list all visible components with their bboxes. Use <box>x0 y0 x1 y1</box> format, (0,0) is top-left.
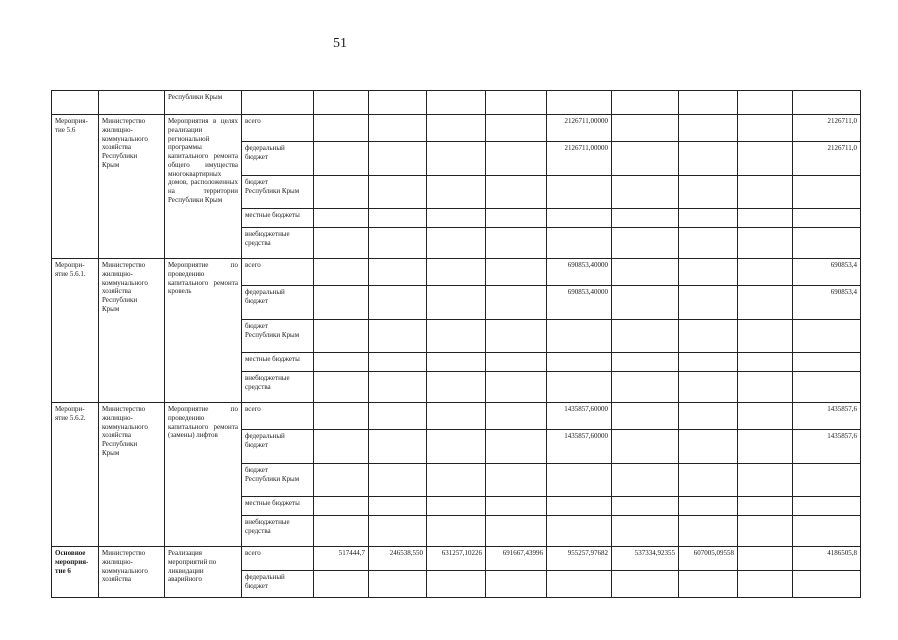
funding-source: бюджет Республики Крым <box>245 178 300 195</box>
responsible-cell <box>99 259 165 403</box>
value-cell <box>547 403 612 430</box>
value-cell <box>738 209 793 228</box>
value-cell <box>679 176 738 209</box>
value-cell <box>314 516 369 547</box>
value-cell <box>612 516 679 547</box>
funding-source-cell <box>242 320 314 353</box>
value-cell <box>612 286 679 320</box>
value-cell <box>314 430 369 464</box>
responsible-cell <box>99 115 165 259</box>
funding-source: федеральный бюджет <box>245 144 285 161</box>
value-cell <box>427 547 486 571</box>
value-cell <box>369 286 427 320</box>
funding-source: всего <box>245 117 261 125</box>
value-cell <box>369 91 427 115</box>
responsible-executor: Министерство жилищно- коммунального хозяйства <box>102 549 148 584</box>
value-cell <box>793 115 861 142</box>
page-number: 51 <box>333 36 347 51</box>
value-cell <box>486 353 547 372</box>
value-cell <box>679 464 738 497</box>
funding-source-cell <box>242 228 314 259</box>
code-cell <box>52 115 99 259</box>
value-cell <box>793 228 861 259</box>
amount-value: 690853,40000 <box>567 288 608 296</box>
value-cell <box>738 516 793 547</box>
value-cell <box>612 464 679 497</box>
value-cell <box>547 176 612 209</box>
value-cell <box>547 547 612 571</box>
value-cell <box>793 464 861 497</box>
value-cell <box>793 571 861 598</box>
value-cell <box>547 372 612 403</box>
value-cell <box>486 372 547 403</box>
value-cell <box>369 228 427 259</box>
value-cell <box>314 176 369 209</box>
value-cell <box>612 320 679 353</box>
budget-table-body <box>52 91 861 598</box>
value-cell <box>547 320 612 353</box>
value-cell <box>738 547 793 571</box>
value-cell <box>612 497 679 516</box>
value-cell <box>793 547 861 571</box>
amount-value: 2126711,0 <box>827 144 857 152</box>
funding-source: федеральный бюджет <box>245 288 285 305</box>
measure-name-cell <box>165 547 242 598</box>
value-cell <box>793 259 861 286</box>
funding-source: бюджет Республики Крым <box>245 466 300 483</box>
value-cell <box>427 516 486 547</box>
funding-source: местные бюджеты <box>245 355 300 363</box>
measure-code: Основное мероприя- тие 6 <box>55 549 89 575</box>
executor-tail-cell <box>165 91 242 115</box>
value-cell <box>427 497 486 516</box>
responsible-executor: Министерство жилищно- коммунального хозяйства Республики Крым <box>102 261 148 313</box>
funding-source: всего <box>245 405 261 413</box>
value-cell <box>679 115 738 142</box>
value-cell <box>612 547 679 571</box>
value-cell <box>486 176 547 209</box>
value-cell <box>314 115 369 142</box>
funding-source-cell <box>242 209 314 228</box>
value-cell <box>738 176 793 209</box>
value-cell <box>486 286 547 320</box>
continuation-row <box>52 91 861 115</box>
amount-value: 2126711,0 <box>827 117 857 125</box>
value-cell <box>427 115 486 142</box>
measure-code: Меропри- ятие 5.6.1. <box>55 261 86 278</box>
value-cell <box>369 571 427 598</box>
amount-value: 4186505,8 <box>827 549 857 557</box>
value-cell <box>369 547 427 571</box>
value-cell <box>314 320 369 353</box>
value-cell <box>427 286 486 320</box>
funding-source: внебюджетные средства <box>245 518 290 535</box>
funding-source: местные бюджеты <box>245 499 300 507</box>
value-cell <box>679 516 738 547</box>
value-cell <box>427 209 486 228</box>
value-cell <box>314 259 369 286</box>
value-cell <box>738 571 793 598</box>
value-cell <box>612 259 679 286</box>
value-cell <box>612 142 679 176</box>
value-cell <box>793 372 861 403</box>
value-cell <box>679 403 738 430</box>
value-cell <box>793 91 861 115</box>
value-cell <box>612 372 679 403</box>
value-cell <box>793 516 861 547</box>
code-cell <box>52 403 99 547</box>
value-cell <box>369 464 427 497</box>
value-cell <box>547 228 612 259</box>
responsible-executor: Министерство жилищно- коммунального хозяйства Республики Крым <box>102 405 148 457</box>
value-cell <box>486 516 547 547</box>
responsible-cell <box>99 547 165 598</box>
value-cell <box>547 115 612 142</box>
funding-source: внебюджетные средства <box>245 230 290 247</box>
funding-source-cell <box>242 516 314 547</box>
value-cell <box>369 209 427 228</box>
value-cell <box>369 497 427 516</box>
funding-source: всего <box>245 261 261 269</box>
value-cell <box>738 372 793 403</box>
code-cell <box>52 259 99 403</box>
value-cell <box>369 259 427 286</box>
value-cell <box>738 142 793 176</box>
value-cell <box>679 286 738 320</box>
value-cell <box>547 353 612 372</box>
funding-source: бюджет Республики Крым <box>245 322 300 339</box>
value-cell <box>427 142 486 176</box>
value-cell <box>369 142 427 176</box>
value-cell <box>369 430 427 464</box>
value-cell <box>612 209 679 228</box>
funding-source-cell <box>242 259 314 286</box>
value-cell <box>314 228 369 259</box>
value-cell <box>427 228 486 259</box>
value-cell <box>738 115 793 142</box>
funding-source-cell <box>242 464 314 497</box>
value-cell <box>314 353 369 372</box>
table-row <box>52 547 861 571</box>
amount-value: 2126711,00000 <box>564 144 608 152</box>
responsible-cell <box>99 403 165 547</box>
value-cell <box>486 91 547 115</box>
value-cell <box>738 353 793 372</box>
value-cell <box>427 91 486 115</box>
value-cell <box>679 320 738 353</box>
amount-value: 691667,43996 <box>502 549 543 557</box>
funding-source-cell <box>242 142 314 176</box>
funding-source-cell <box>242 115 314 142</box>
value-cell <box>427 176 486 209</box>
value-cell <box>314 571 369 598</box>
value-cell <box>679 228 738 259</box>
value-cell <box>547 286 612 320</box>
value-cell <box>738 286 793 320</box>
value-cell <box>427 259 486 286</box>
value-cell <box>547 91 612 115</box>
funding-source-cell <box>242 403 314 430</box>
value-cell <box>612 115 679 142</box>
measure-name: Реализация мероприятий по ликвидации аварийного <box>168 549 217 584</box>
amount-value: 690853,40000 <box>567 261 608 269</box>
value-cell <box>369 353 427 372</box>
value-cell <box>486 403 547 430</box>
value-cell <box>793 286 861 320</box>
responsible-cell <box>99 91 165 115</box>
value-cell <box>738 497 793 516</box>
measure-name-cell <box>165 259 242 403</box>
value-cell <box>793 142 861 176</box>
value-cell <box>369 403 427 430</box>
value-cell <box>427 353 486 372</box>
value-cell <box>738 464 793 497</box>
value-cell <box>612 403 679 430</box>
value-cell <box>314 497 369 516</box>
value-cell <box>738 430 793 464</box>
value-cell <box>793 320 861 353</box>
funding-source: федеральный бюджет <box>245 432 285 449</box>
value-cell <box>547 430 612 464</box>
value-cell <box>427 320 486 353</box>
value-cell <box>679 142 738 176</box>
funding-source: местные бюджеты <box>245 211 300 219</box>
value-cell <box>679 91 738 115</box>
value-cell <box>314 142 369 176</box>
amount-value: 1435857,6 <box>827 432 857 440</box>
value-cell <box>427 403 486 430</box>
measure-name: Мероприятие по проведению капитального ремонта кровель <box>168 261 238 296</box>
value-cell <box>612 91 679 115</box>
value-cell <box>679 497 738 516</box>
value-cell <box>369 176 427 209</box>
measure-name-cell <box>165 115 242 259</box>
table-row <box>52 403 861 430</box>
value-cell <box>314 91 369 115</box>
value-cell <box>793 403 861 430</box>
amount-value: 1435857,60000 <box>564 432 608 440</box>
value-cell <box>547 497 612 516</box>
value-cell <box>679 259 738 286</box>
amount-value: 690853,4 <box>830 261 857 269</box>
value-cell <box>314 286 369 320</box>
value-cell <box>679 372 738 403</box>
table-row <box>52 259 861 286</box>
value-cell <box>612 571 679 598</box>
value-cell <box>427 372 486 403</box>
value-cell <box>612 176 679 209</box>
value-cell <box>486 430 547 464</box>
value-cell <box>369 320 427 353</box>
value-cell <box>793 209 861 228</box>
value-cell <box>486 320 547 353</box>
value-cell <box>486 497 547 516</box>
value-cell <box>679 547 738 571</box>
funding-source: федеральный бюджет <box>245 573 285 590</box>
value-cell <box>427 464 486 497</box>
table-row <box>52 115 861 142</box>
funding-source: внебюджетные средства <box>245 374 290 391</box>
value-cell <box>369 516 427 547</box>
funding-source: всего <box>245 549 261 557</box>
amount-value: 607005,09558 <box>693 549 734 557</box>
code-cell <box>52 547 99 598</box>
funding-source-cell <box>242 372 314 403</box>
value-cell <box>314 464 369 497</box>
budget-table <box>51 90 861 598</box>
funding-source-cell <box>242 430 314 464</box>
value-cell <box>486 547 547 571</box>
funding-source-cell <box>242 286 314 320</box>
measure-name-cell <box>165 403 242 547</box>
value-cell <box>427 430 486 464</box>
responsible-executor: Министерство жилищно- коммунального хозяйства Республики Крым <box>102 117 148 169</box>
value-cell <box>679 430 738 464</box>
source-cell <box>242 91 314 115</box>
amount-value: 537334,92355 <box>634 549 675 557</box>
amount-value: 1435857,6 <box>827 405 857 413</box>
value-cell <box>486 209 547 228</box>
funding-source-cell <box>242 176 314 209</box>
value-cell <box>486 464 547 497</box>
value-cell <box>793 176 861 209</box>
value-cell <box>612 430 679 464</box>
amount-value: 690853,4 <box>830 288 857 296</box>
value-cell <box>793 497 861 516</box>
value-cell <box>547 571 612 598</box>
funding-source-cell <box>242 571 314 598</box>
value-cell <box>547 142 612 176</box>
value-cell <box>486 142 547 176</box>
measure-code: Мероприя- тие 5.6 <box>55 117 88 134</box>
measure-name: Мероприятия в целях реализации региональной программы капитального ремонта общего имущества многоквартирных домов, расположенных на территории Республики Крым <box>168 117 238 204</box>
value-cell <box>679 571 738 598</box>
value-cell <box>547 259 612 286</box>
funding-source-cell <box>242 497 314 516</box>
value-cell <box>486 259 547 286</box>
amount-value: 1435857,60000 <box>564 405 608 413</box>
value-cell <box>314 547 369 571</box>
value-cell <box>547 209 612 228</box>
value-cell <box>738 91 793 115</box>
funding-source-cell <box>242 547 314 571</box>
value-cell <box>679 353 738 372</box>
amount-value: 955257,97682 <box>567 549 608 557</box>
value-cell <box>679 209 738 228</box>
value-cell <box>612 228 679 259</box>
measure-code: Меропри- ятие 5.6.2. <box>55 405 86 422</box>
value-cell <box>547 464 612 497</box>
value-cell <box>612 353 679 372</box>
value-cell <box>486 571 547 598</box>
value-cell <box>486 115 547 142</box>
amount-value: 517444,7 <box>338 549 365 557</box>
value-cell <box>738 228 793 259</box>
value-cell <box>369 372 427 403</box>
measure-name: Мероприятие по проведению капитального ремонта (замены) лифтов <box>168 405 238 440</box>
value-cell <box>738 403 793 430</box>
code-cell <box>52 91 99 115</box>
value-cell <box>314 372 369 403</box>
executor-tail-text: Республики Крым <box>168 93 223 101</box>
value-cell <box>793 353 861 372</box>
value-cell <box>547 516 612 547</box>
value-cell <box>427 571 486 598</box>
value-cell <box>486 228 547 259</box>
funding-source-cell <box>242 353 314 372</box>
amount-value: 631257,10226 <box>441 549 482 557</box>
amount-value: 2126711,00000 <box>564 117 608 125</box>
value-cell <box>314 209 369 228</box>
value-cell <box>369 115 427 142</box>
amount-value: 246538,550 <box>389 549 423 557</box>
value-cell <box>793 430 861 464</box>
value-cell <box>314 403 369 430</box>
value-cell <box>738 320 793 353</box>
value-cell <box>738 259 793 286</box>
